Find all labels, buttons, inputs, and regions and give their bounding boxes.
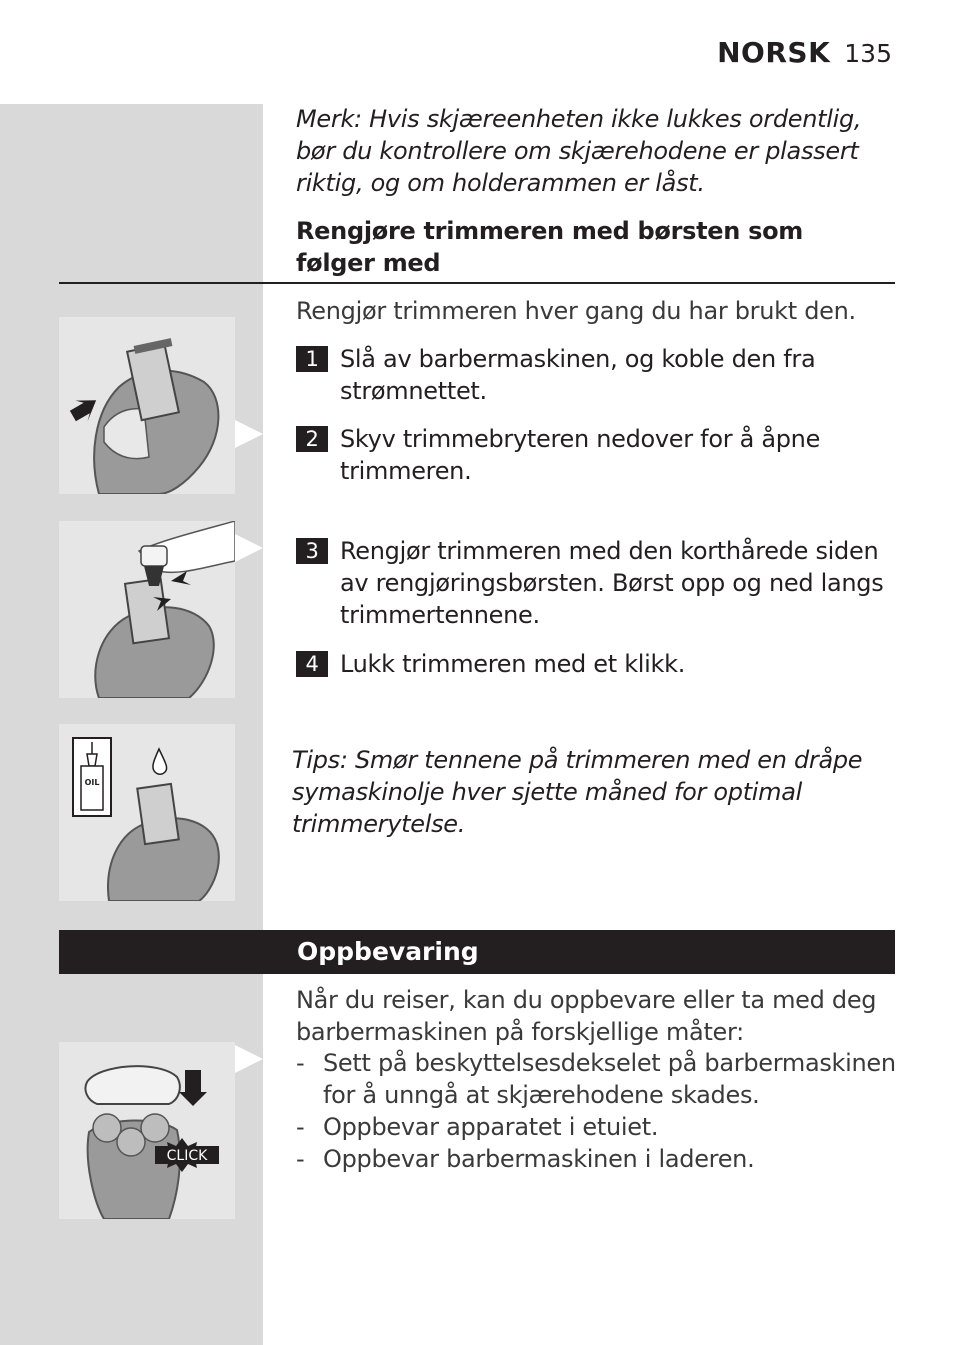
storage-bullet-list xyxy=(296,1047,896,1175)
section-heading-line: følger med xyxy=(296,249,441,277)
tip-text: Tips: Smør tennene på trimmeren med en dråpe symaskinolje hver sjette måned for optimal trimmerytelse. xyxy=(292,746,863,838)
step-number: 1 xyxy=(296,346,328,372)
storage-intro: Når du reiser, kan du oppbevare eller ta med deg barbermaskinen på forskjellige måter: xyxy=(296,986,877,1046)
callout-pointer xyxy=(235,420,263,448)
page-number: 135 xyxy=(844,39,892,68)
oil-label: OIL xyxy=(84,778,100,787)
section-bar-storage xyxy=(59,930,895,974)
step-text: Slå av barbermaskinen, og koble den fra strømnettet. xyxy=(340,345,816,405)
callout-pointer xyxy=(235,534,263,562)
step-3 xyxy=(296,535,896,631)
intro-text: Rengjør trimmeren hver gang du har brukt den. xyxy=(296,297,856,325)
section-divider xyxy=(59,282,895,284)
language-label: NORSK xyxy=(717,36,831,69)
step-number: 4 xyxy=(296,651,328,677)
click-label: CLICK xyxy=(166,1148,208,1164)
brush-cleaning-trimmer-icon xyxy=(59,521,235,698)
section-heading-line: Rengjøre trimmeren med børsten som xyxy=(296,217,803,245)
step-2 xyxy=(296,423,896,487)
step-4 xyxy=(296,648,896,680)
oil-drop-trimmer-icon xyxy=(59,724,235,901)
shaver-cap-click-icon xyxy=(59,1042,235,1219)
step-number: 3 xyxy=(296,538,328,564)
callout-pointer xyxy=(235,1045,263,1073)
step-1 xyxy=(296,343,896,407)
step-number: 2 xyxy=(296,426,328,452)
list-item: - Sett på beskyttelsesdekselet på barbermaskinen for å unngå at skjærehodene skades. xyxy=(296,1049,896,1109)
list-item: - Oppbevar barbermaskinen i laderen. xyxy=(296,1145,755,1173)
step-text: Rengjør trimmeren med den korthårede siden av rengjøringsbørsten. Børst opp og ned langs trimmertennene. xyxy=(340,537,884,629)
list-item: - Oppbevar apparatet i etuiet. xyxy=(296,1113,659,1141)
note-text: Merk: Hvis skjæreenheten ikke lukkes ordentlig, bør du kontrollere om skjærehodene er plassert riktig, og om holderammen er låst. xyxy=(296,105,862,197)
page-header xyxy=(717,36,892,69)
section-heading-storage: Oppbevaring xyxy=(297,937,479,966)
shaver-trimmer-open-icon xyxy=(59,317,235,494)
step-text: Skyv trimmebryteren nedover for å åpne trimmeren. xyxy=(340,425,821,485)
section-heading-trimmer xyxy=(296,215,896,279)
step-text: Lukk trimmeren med et klikk. xyxy=(340,650,686,678)
